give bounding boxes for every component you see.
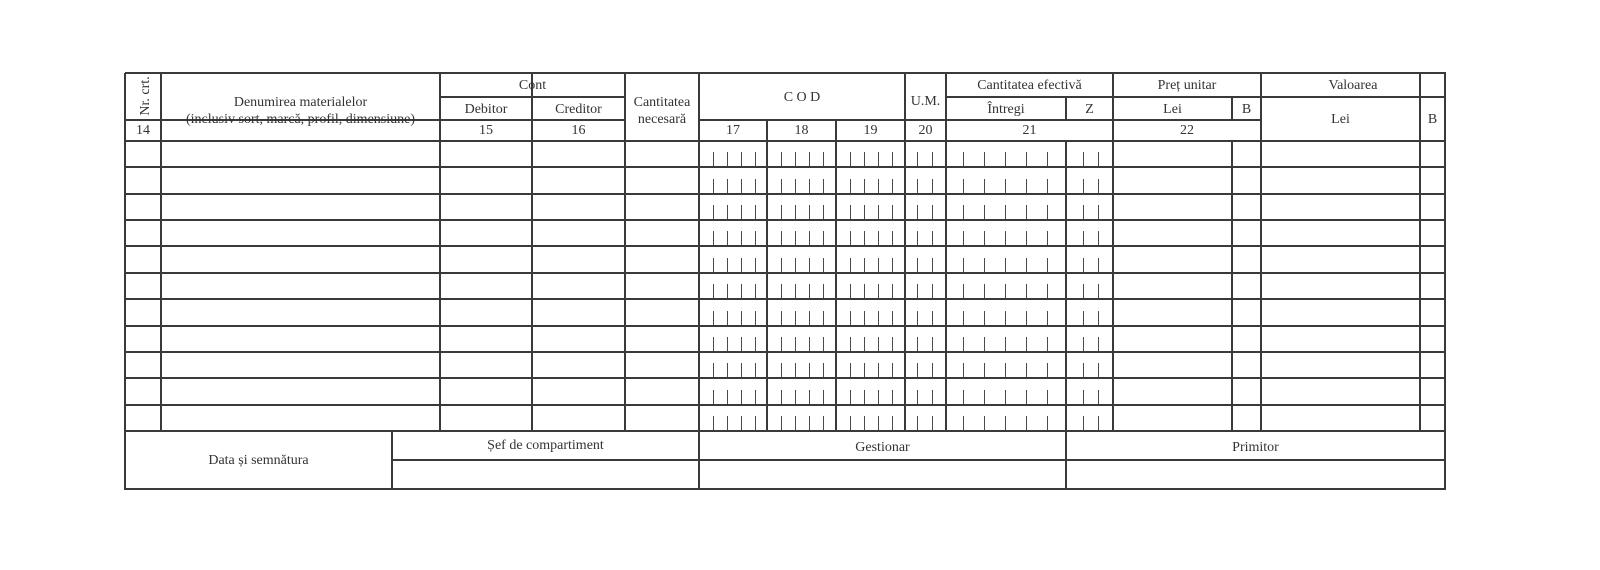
table-row[interactable] xyxy=(126,406,1445,430)
table-row[interactable] xyxy=(126,379,1445,403)
header-pret-b: B xyxy=(1241,101,1252,117)
header-nr-crt: Nr. crt. xyxy=(138,76,153,116)
table-row[interactable] xyxy=(126,353,1445,377)
signature-sef-compartiment-field[interactable] xyxy=(393,461,698,488)
header-creditor: Creditor xyxy=(555,101,602,117)
header-cont: Cont xyxy=(518,77,547,93)
header-cantitatea-necesara-line2: necesară xyxy=(637,112,687,127)
table-border-bottom xyxy=(125,488,1446,490)
colnum-18: 18 xyxy=(794,123,809,138)
header-valoarea: Valoarea xyxy=(1328,77,1378,93)
header-cantitatea-necesara-line1: Cantitatea xyxy=(633,95,691,110)
colnum-20: 20 xyxy=(918,123,933,138)
header-valoare-b: B xyxy=(1427,111,1438,127)
header-z: Z xyxy=(1085,101,1094,117)
colnum-22: 22 xyxy=(1180,123,1194,138)
table-row[interactable] xyxy=(126,168,1445,192)
header-um: U.M. xyxy=(910,93,941,109)
signature-gestionar-field[interactable] xyxy=(700,461,1065,488)
footer-sef-compartiment: Șef de compartiment xyxy=(487,438,604,453)
header-valoare-lei: Lei xyxy=(1331,111,1350,127)
header-cantitatea-necesara xyxy=(626,88,698,134)
colnum-15: 15 xyxy=(479,123,493,138)
footer-data-semnatura: Data și semnătura xyxy=(208,452,309,468)
table-row[interactable] xyxy=(126,247,1445,271)
header-cod: C O D xyxy=(783,89,821,105)
colnum-21: 21 xyxy=(1022,123,1037,138)
header-denumire-line1: Denumirea materialelor xyxy=(233,95,368,110)
header-intregi: Întregi xyxy=(987,101,1025,117)
table-row[interactable] xyxy=(126,221,1445,245)
header-cantitatea-efectiva: Cantitatea efectivă xyxy=(977,77,1082,93)
header-pret-unitar: Preț unitar xyxy=(1157,77,1217,93)
colnum-14: 14 xyxy=(136,123,150,138)
table-row[interactable] xyxy=(126,300,1445,324)
table-row[interactable] xyxy=(126,142,1445,166)
header-pret-lei: Lei xyxy=(1163,101,1182,117)
signature-primitor-field[interactable] xyxy=(1067,461,1444,488)
footer-gestionar: Gestionar xyxy=(855,439,910,455)
footer-primitor: Primitor xyxy=(1232,439,1279,455)
header-denumire-line2: (inclusiv sort, marcă, profil, dimensiune) xyxy=(186,112,415,127)
table-row[interactable] xyxy=(126,274,1445,298)
table-row[interactable] xyxy=(126,327,1445,351)
table-row[interactable] xyxy=(126,195,1445,219)
header-denumire xyxy=(162,88,439,134)
colnum-17: 17 xyxy=(726,123,740,138)
colnum-16: 16 xyxy=(571,123,586,138)
header-debitor: Debitor xyxy=(464,101,508,117)
colnum-19: 19 xyxy=(863,123,878,138)
